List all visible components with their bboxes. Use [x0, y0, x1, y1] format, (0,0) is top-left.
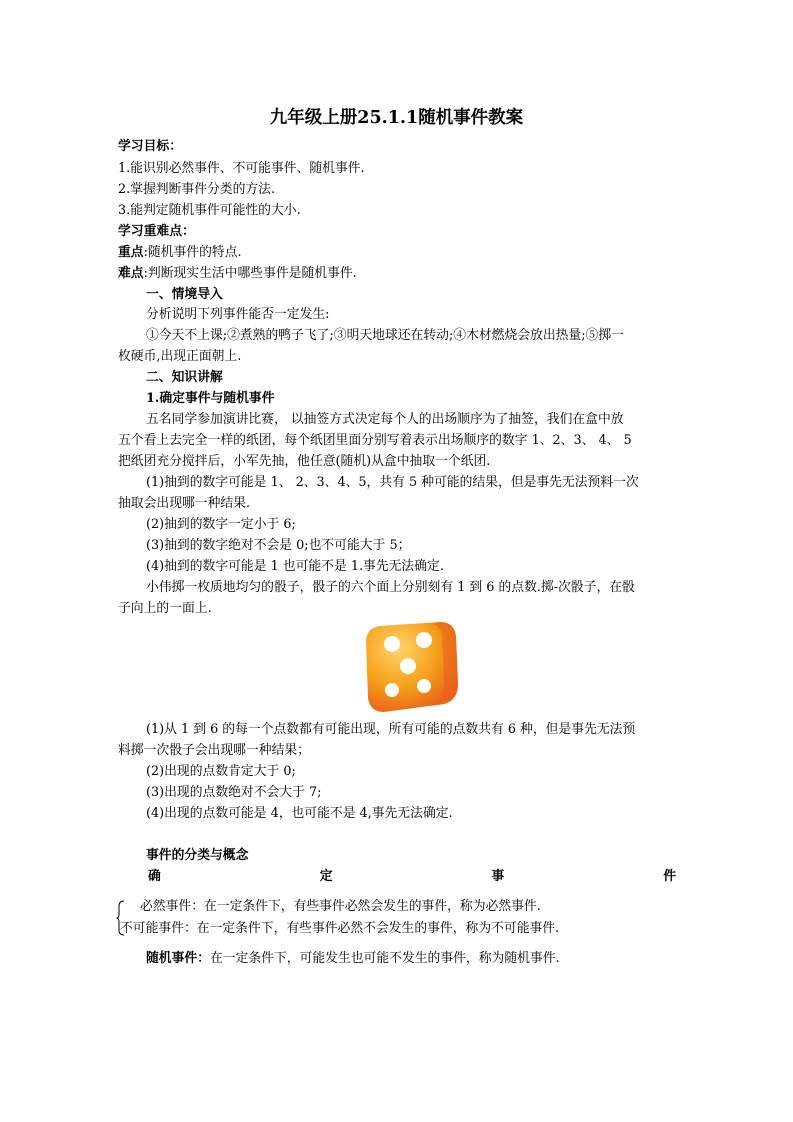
- impossible-event-definition: 不可能事件：在一定条件下，有些事件必然不会发生的事件，称为不可能事件.: [120, 921, 560, 936]
- random-event-definition: [146, 949, 706, 969]
- hard-point-text: :判断现实生活中哪些事件是随机事件.: [143, 266, 357, 281]
- paragraph-line: (4)出现的点数可能是 4，也可能不是 4,事先无法确定.: [146, 806, 453, 821]
- paragraph-line: 五名同学参加演讲比赛， 以抽签方式决定每个人的出场顺序为了抽签，我们在盒中放: [146, 412, 624, 427]
- key-point-text: :随机事件的特点.: [143, 245, 242, 260]
- random-event-text: 在一定条件下，可能发生也可能不发生的事件，称为随机事件.: [209, 951, 560, 966]
- section2-heading: 二、知识讲解: [146, 370, 223, 385]
- key-point-label: 重点: [118, 245, 144, 260]
- section1-line: ①今天不上课;②煮熟的鸭子飞了;③明天地球还在转动;④木材燃烧会放出热量;⑤掷一: [146, 328, 624, 343]
- dice-icon: [362, 616, 462, 716]
- random-event-label: 随机事件：: [146, 951, 210, 966]
- section1-heading: 一、情境导入: [146, 287, 223, 302]
- hard-point: [118, 264, 678, 284]
- paragraph-line: 五个看上去完全一样的纸团，每个纸团里面分别写着表示出场顺序的数字 1、2、3、 4、 5: [118, 433, 632, 448]
- section2-subheading: 1.确定事件与随机事件: [146, 391, 275, 406]
- paragraph-line: (4)抽到的数字可能是 1 也可能不是 1.事先无法确定.: [146, 559, 444, 574]
- paragraph-line: (3)抽到的数字绝对不会是 0;也不可能大于 5；: [146, 538, 411, 553]
- goal-item: 3.能判定随机事件可能性的大小.: [118, 203, 301, 218]
- certain-char: 确: [148, 869, 161, 884]
- goals-heading: 学习目标：: [118, 139, 182, 154]
- paragraph-line: (1)从 1 到 6 的每一个点数都有可能出现，所有可能的点数共有 6 种，但是事先无法预: [146, 722, 636, 737]
- key-point: [118, 243, 678, 263]
- paragraph-line: (2)抽到的数字一定小于 6;: [146, 517, 296, 532]
- hard-point-label: 难点: [118, 266, 144, 281]
- paragraph-line: (2)出现的点数肯定大于 0;: [146, 764, 296, 779]
- section1-line: 枚硬币,出现正面朝上.: [118, 349, 242, 364]
- difficulty-heading: 学习重难点：: [118, 224, 195, 239]
- paragraph-line: 抽取会出现哪一种结果.: [118, 496, 251, 511]
- certain-char: 定: [319, 869, 333, 884]
- inevitable-event-definition: 必然事件：在一定条件下，有些事件必然会发生的事件，称为必然事件.: [140, 899, 541, 914]
- goal-item: 2.掌握判断事件分类的方法.: [118, 182, 276, 197]
- goal-item: 1.能识别必然事件、不可能事件、随机事件.: [118, 161, 365, 176]
- page-title: 九年级上册25.1.1随机事件教案: [269, 108, 524, 128]
- certain-char: 事: [491, 869, 505, 884]
- paragraph-line: 把纸团充分搅拌后，小军先抽，他任意(随机)从盒中抽取一个纸团.: [118, 454, 491, 469]
- classification-heading: 事件的分类与概念: [146, 848, 249, 863]
- paragraph-line: (3)出现的点数绝对不会大于 7;: [146, 785, 322, 800]
- certain-events-label: [148, 867, 676, 887]
- certain-char: 件: [663, 869, 676, 884]
- paragraph-line: 料掷一次骰子会出现哪一种结果；: [118, 743, 310, 758]
- paragraph-line: 子向上的一面上.: [118, 601, 212, 616]
- paragraph-line: (1)抽到的数字可能是 1、 2、3、4、5，共有 5 种可能的结果，但是事先无法预料一次: [146, 475, 639, 490]
- section1-intro: 分析说明下列事件能否一定发生:: [146, 307, 330, 322]
- paragraph-line: 小伟掷一枚质地均匀的骰子，骰子的六个面上分别刻有 1 到 6 的点数.掷-次骰子，在骰: [146, 580, 635, 595]
